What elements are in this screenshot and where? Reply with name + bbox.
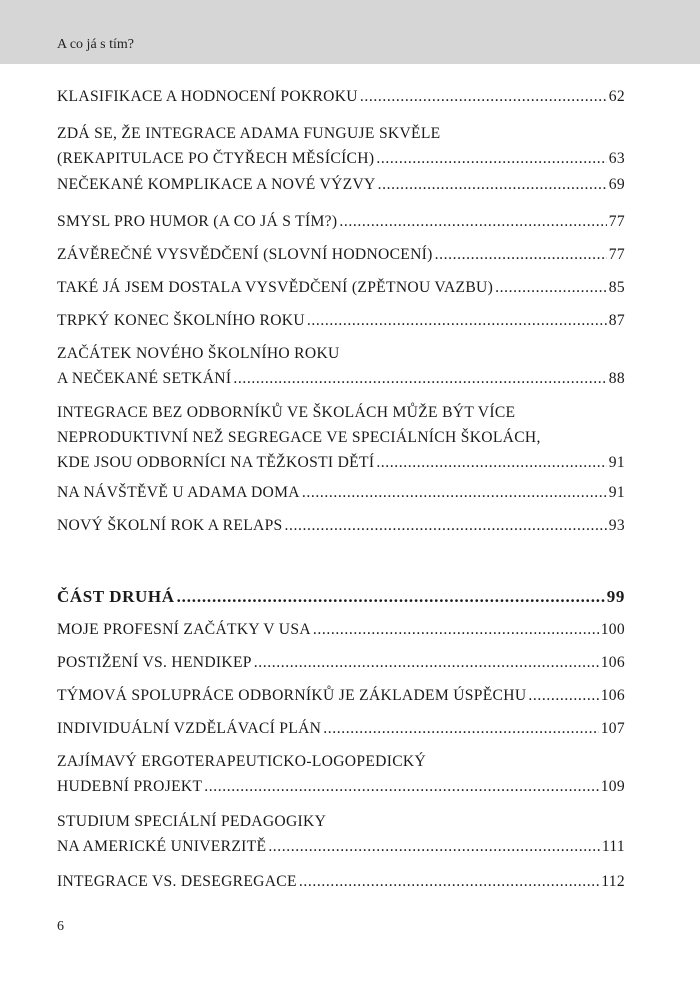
toc-entry xyxy=(57,809,625,859)
toc-entry-title-line: ZAČÁTEK NOVÉHO ŠKOLNÍHO ROKU xyxy=(57,345,340,362)
toc-entry-title-line: NOVÝ ŠKOLNÍ ROK A RELAPS xyxy=(57,517,283,534)
toc-part-heading xyxy=(57,584,625,609)
toc-entry-title-line: NA NÁVŠTĚVĚ U ADAMA DOMA xyxy=(57,484,300,501)
dot-leader xyxy=(302,480,607,505)
dot-leader xyxy=(378,172,607,197)
dot-leader xyxy=(376,146,606,171)
toc-entry xyxy=(57,308,625,333)
toc-entry xyxy=(57,209,625,234)
toc-entry-row xyxy=(57,716,625,741)
page-number: 6 xyxy=(57,919,64,934)
toc-entry-title-line: TRPKÝ KONEC ŠKOLNÍHO ROKU xyxy=(57,312,305,329)
toc-entry-row xyxy=(57,146,625,171)
dot-leader xyxy=(268,834,600,859)
toc-entry-row xyxy=(57,650,625,675)
toc-page-number: 109 xyxy=(600,778,625,795)
toc-entry-row xyxy=(57,617,625,642)
toc-entry xyxy=(57,275,625,300)
toc-entry xyxy=(57,749,625,799)
toc-entry xyxy=(57,513,625,538)
toc-entry-row xyxy=(57,308,625,333)
toc-entry-title-line: MOJE PROFESNÍ ZAČÁTKY V USA xyxy=(57,621,311,638)
toc-entry-title-line: KDE JSOU ODBORNÍCI NA TĚŽKOSTI DĚTÍ xyxy=(57,454,375,471)
toc-entry-title-line: ZÁVĚREČNÉ VYSVĚDČENÍ (SLOVNÍ HODNOCENÍ) xyxy=(57,246,433,263)
toc-entry-row xyxy=(57,480,625,505)
toc-entry-row xyxy=(57,869,625,894)
toc-entry-title-line: TAKÉ JÁ JSEM DOSTALA VYSVĚDČENÍ (ZPĚTNOU VAZBU) xyxy=(57,279,494,296)
toc-entry-title-line: INTEGRACE VS. DESEGREGACE xyxy=(57,873,297,890)
dot-leader xyxy=(299,869,599,894)
toc-entry-title-line: NEPRODUKTIVNÍ NEŽ SEGREGACE VE SPECIÁLNÍCH ŠKOLÁCH, xyxy=(57,429,541,446)
toc-entry-title-line: A NEČEKANÉ SETKÁNÍ xyxy=(57,370,232,387)
toc-entry xyxy=(57,84,625,109)
toc-page-number: 88 xyxy=(608,370,625,387)
toc-entry-row xyxy=(57,513,625,538)
toc-entry xyxy=(57,869,625,894)
dot-leader xyxy=(204,774,598,799)
dot-leader xyxy=(323,716,598,741)
toc-page-number: 111 xyxy=(601,838,625,855)
toc-page-number: 93 xyxy=(608,517,625,534)
toc-page-number: 69 xyxy=(608,176,625,193)
toc-entry-row xyxy=(57,84,625,109)
dot-leader xyxy=(360,84,607,109)
toc-entry xyxy=(57,617,625,642)
toc-entry xyxy=(57,480,625,505)
toc-entry-row xyxy=(57,450,625,475)
running-header xyxy=(0,0,700,64)
toc-entry-title-line: INDIVIDUÁLNÍ VZDĚLÁVACÍ PLÁN xyxy=(57,720,322,737)
dot-leader xyxy=(285,513,607,538)
toc-page-number: 87 xyxy=(608,312,625,329)
toc-entry-title-line: STUDIUM SPECIÁLNÍ PEDAGOGIKY xyxy=(57,813,327,830)
toc-entry-title-line: KLASIFIKACE A HODNOCENÍ POKROKU xyxy=(57,88,358,105)
toc-page-number: 62 xyxy=(608,88,625,105)
dot-leader xyxy=(307,308,607,333)
toc-entry-title-line: SMYSL PRO HUMOR (A CO JÁ S TÍM?) xyxy=(57,213,338,230)
toc-entry-title-line: POSTIŽENÍ VS. HENDIKEP xyxy=(57,654,252,671)
toc-entry xyxy=(57,341,625,391)
toc-entry-row xyxy=(57,275,625,300)
toc-page-number: 106 xyxy=(600,687,625,704)
toc-entry-row xyxy=(57,774,625,799)
toc-page-number: 91 xyxy=(608,484,625,501)
toc-entry-row xyxy=(57,584,625,609)
toc-entry-title-line: (REKAPITULACE PO ČTYŘECH MĚSÍCÍCH) xyxy=(57,150,375,167)
toc-page-number: 106 xyxy=(600,654,625,671)
dot-leader xyxy=(376,450,606,475)
dot-leader xyxy=(313,617,599,642)
toc-entry-title-line: TÝMOVÁ SPOLUPRÁCE ODBORNÍKŮ JE ZÁKLADEM ÚSPĚCHU xyxy=(57,687,527,704)
toc-entry-row xyxy=(57,172,625,197)
toc-page-number: 107 xyxy=(600,720,625,737)
dot-leader xyxy=(177,584,605,609)
dot-leader xyxy=(435,242,607,267)
toc-entry-title-line: ČÁST DRUHÁ xyxy=(57,587,175,606)
dot-leader xyxy=(254,650,599,675)
toc-entry-row xyxy=(57,366,625,391)
toc-page-number: 99 xyxy=(606,587,625,606)
toc-entry-title-line: NEČEKANÉ KOMPLIKACE A NOVÉ VÝZVY xyxy=(57,176,376,193)
toc-entry xyxy=(57,400,625,475)
dot-leader xyxy=(528,683,598,708)
toc-entry-title-line: HUDEBNÍ PROJEKT xyxy=(57,778,203,795)
toc-entry-title-line: ZDÁ SE, ŽE INTEGRACE ADAMA FUNGUJE SKVĚLE xyxy=(57,125,441,142)
toc-entry xyxy=(57,172,625,197)
toc-entry-title-line: INTEGRACE BEZ ODBORNÍKŮ VE ŠKOLÁCH MŮŽE BÝT VÍCE xyxy=(57,404,516,421)
toc-entry xyxy=(57,650,625,675)
toc-page-number: 112 xyxy=(601,873,625,890)
toc-entry-row xyxy=(57,834,625,859)
dot-leader xyxy=(339,209,606,234)
toc-page-number: 85 xyxy=(608,279,625,296)
toc-entry-row xyxy=(57,683,625,708)
toc-entry-title-line: NA AMERICKÉ UNIVERZITĚ xyxy=(57,838,267,855)
toc-entry-row xyxy=(57,209,625,234)
running-header-title: A co já s tím? xyxy=(57,37,134,52)
dot-leader xyxy=(495,275,607,300)
toc-page-number: 100 xyxy=(600,621,625,638)
toc-entry xyxy=(57,683,625,708)
toc-entry xyxy=(57,242,625,267)
toc-entry xyxy=(57,716,625,741)
toc-page-number: 91 xyxy=(608,454,625,471)
toc-entry-row xyxy=(57,242,625,267)
toc-page-number: 77 xyxy=(608,246,625,263)
toc-page-number: 77 xyxy=(608,213,625,230)
toc-page-number: 63 xyxy=(608,150,625,167)
toc-entry xyxy=(57,121,625,171)
toc-entry-title-line: ZAJÍMAVÝ ERGOTERAPEUTICKO-LOGOPEDICKÝ xyxy=(57,753,427,770)
dot-leader xyxy=(233,366,606,391)
